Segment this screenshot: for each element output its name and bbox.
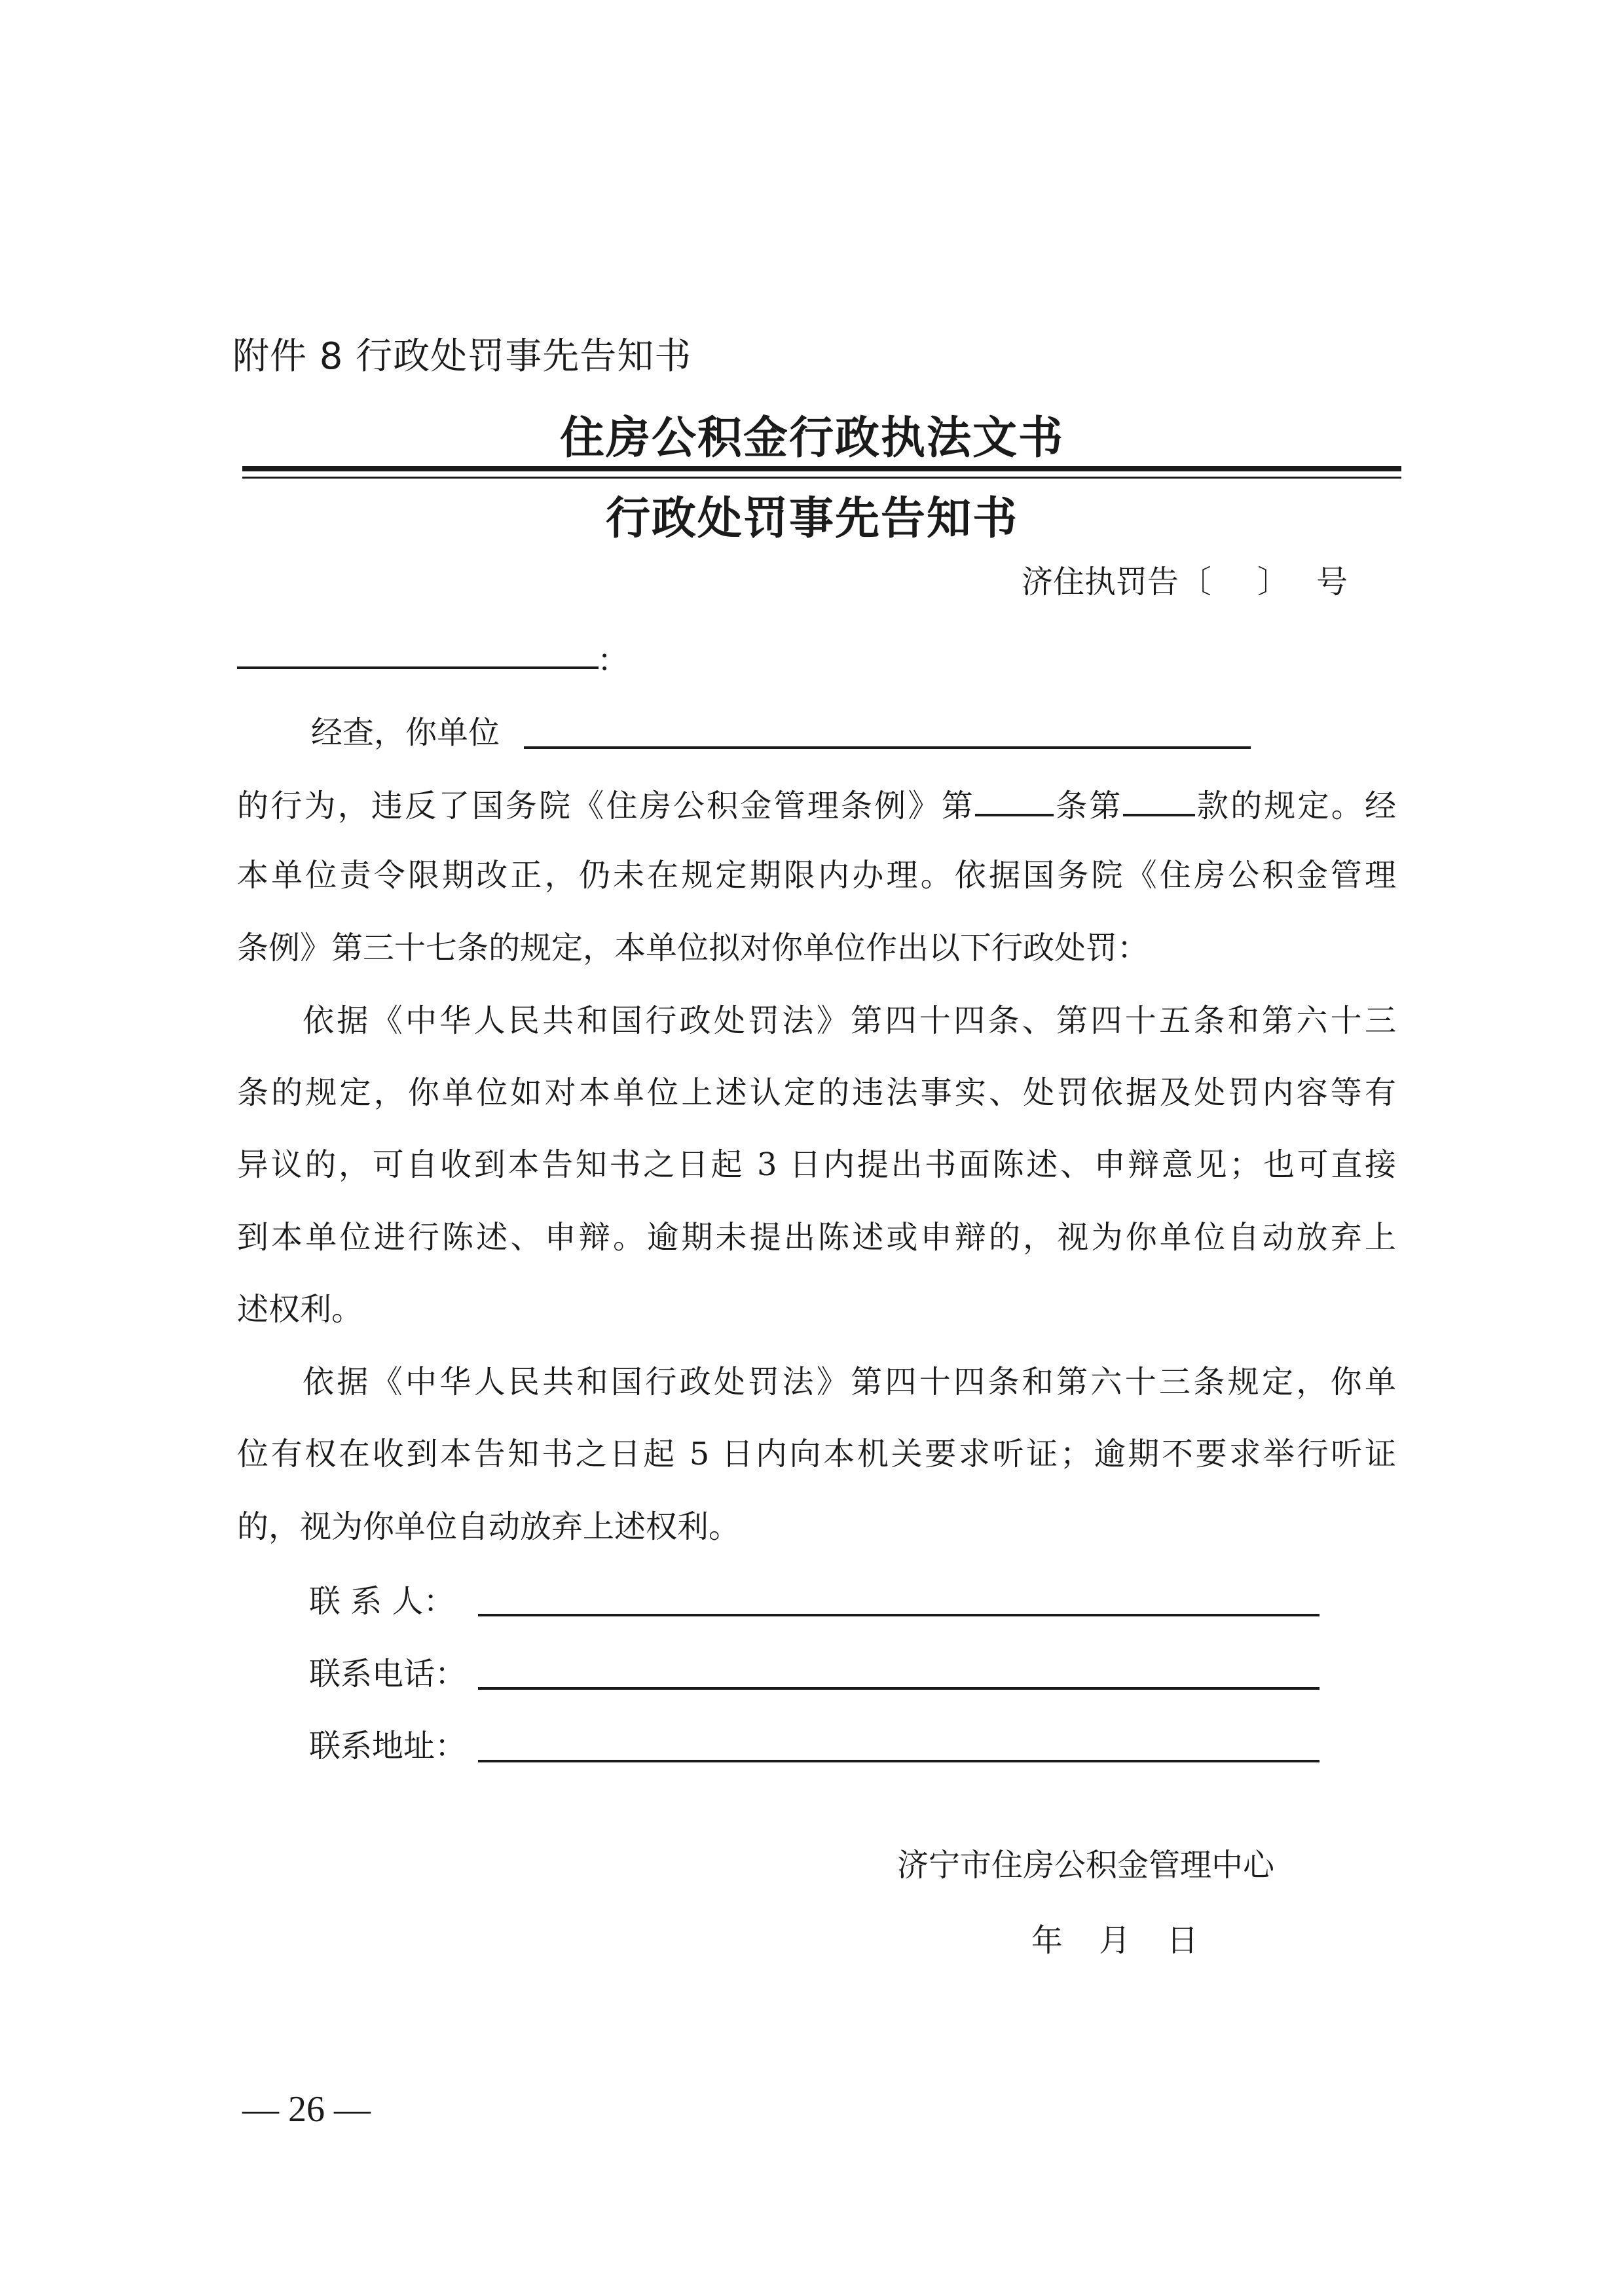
para2-line1: 依据《中华人民共和国行政处罚法》第四十四条、第四十五条和第六十三 <box>303 1002 1396 1039</box>
para2-line4: 到本单位进行陈述、申辩。逾期未提出陈述或申辩的，视为你单位自动放弃上 <box>237 1219 1396 1256</box>
para1-line2 <box>237 788 1396 822</box>
doc-number-brackets <box>1179 556 1290 602</box>
addressee-colon: ： <box>597 642 629 679</box>
para1-line2-text-a: 的行为，违反了国务院《住房公积金管理条例》第 <box>237 788 975 824</box>
para1-line3: 本单位责令限期改正，仍未在规定期限内办理。依据国务院《住房公积金管理 <box>237 857 1396 894</box>
issuing-authority: 济宁市住房公积金管理中心 <box>897 1847 1275 1884</box>
para1-start: 经查，你单位 <box>311 714 500 751</box>
contact-phone-blank[interactable] <box>478 1687 1320 1690</box>
page-number: — 26 — <box>242 2089 371 2130</box>
para1-line4: 条例》第三十七条的规定，本单位拟对你单位作出以下行政处罚： <box>237 930 1149 966</box>
header-rule-thick <box>242 466 1401 471</box>
contact-person-label: 联 系 人： <box>309 1583 455 1620</box>
issue-date: 年 月 日 <box>1031 1922 1198 1959</box>
doc-number-open-bracket: 〔 <box>1180 564 1212 600</box>
para2-line2: 条的规定，你单位如对本单位上述认定的违法事实、处罚依据及处罚内容等有 <box>237 1074 1396 1111</box>
attachment-label: 附件 8 行政处罚事先告知书 <box>232 335 692 378</box>
document-title: 行政处罚事先告知书 <box>605 492 1018 545</box>
header-rule-thin <box>242 477 1401 479</box>
para2-line3: 异议的，可自收到本告知书之日起 3 日内提出书面陈述、申辩意见；也可直接 <box>237 1146 1396 1183</box>
para3-line1: 依据《中华人民共和国行政处罚法》第四十四条和第六十三条规定，你单 <box>303 1364 1396 1400</box>
article-number-blank[interactable] <box>975 788 1054 816</box>
para3-line3: 的，视为你单位自动放弃上述权利。 <box>237 1508 741 1545</box>
violation-description-blank[interactable] <box>524 746 1251 749</box>
doc-number-suffix: 号 <box>1316 564 1348 600</box>
para3-line2: 位有权在收到本告知书之日起 5 日内向本机关要求听证；逾期不要求举行听证 <box>237 1436 1396 1472</box>
addressee-blank[interactable] <box>237 666 599 669</box>
para2-line5: 述权利。 <box>237 1291 363 1328</box>
para1-line2-text-b: 条第 <box>1053 788 1123 824</box>
document-header: 住房公积金行政执法文书 <box>559 412 1064 464</box>
contact-address-label: 联系地址： <box>309 1728 467 1764</box>
contact-phone-label: 联系电话： <box>309 1656 467 1692</box>
doc-number-close-bracket: 〕 <box>1257 564 1289 600</box>
contact-address-blank[interactable] <box>478 1760 1320 1762</box>
contact-person-blank[interactable] <box>478 1614 1320 1616</box>
doc-number-prefix: 济住执罚告 <box>1022 564 1179 600</box>
document-number <box>1022 556 1348 602</box>
para1-line2-text-c: 款的规定。经 <box>1194 788 1396 824</box>
clause-number-blank[interactable] <box>1123 788 1195 816</box>
